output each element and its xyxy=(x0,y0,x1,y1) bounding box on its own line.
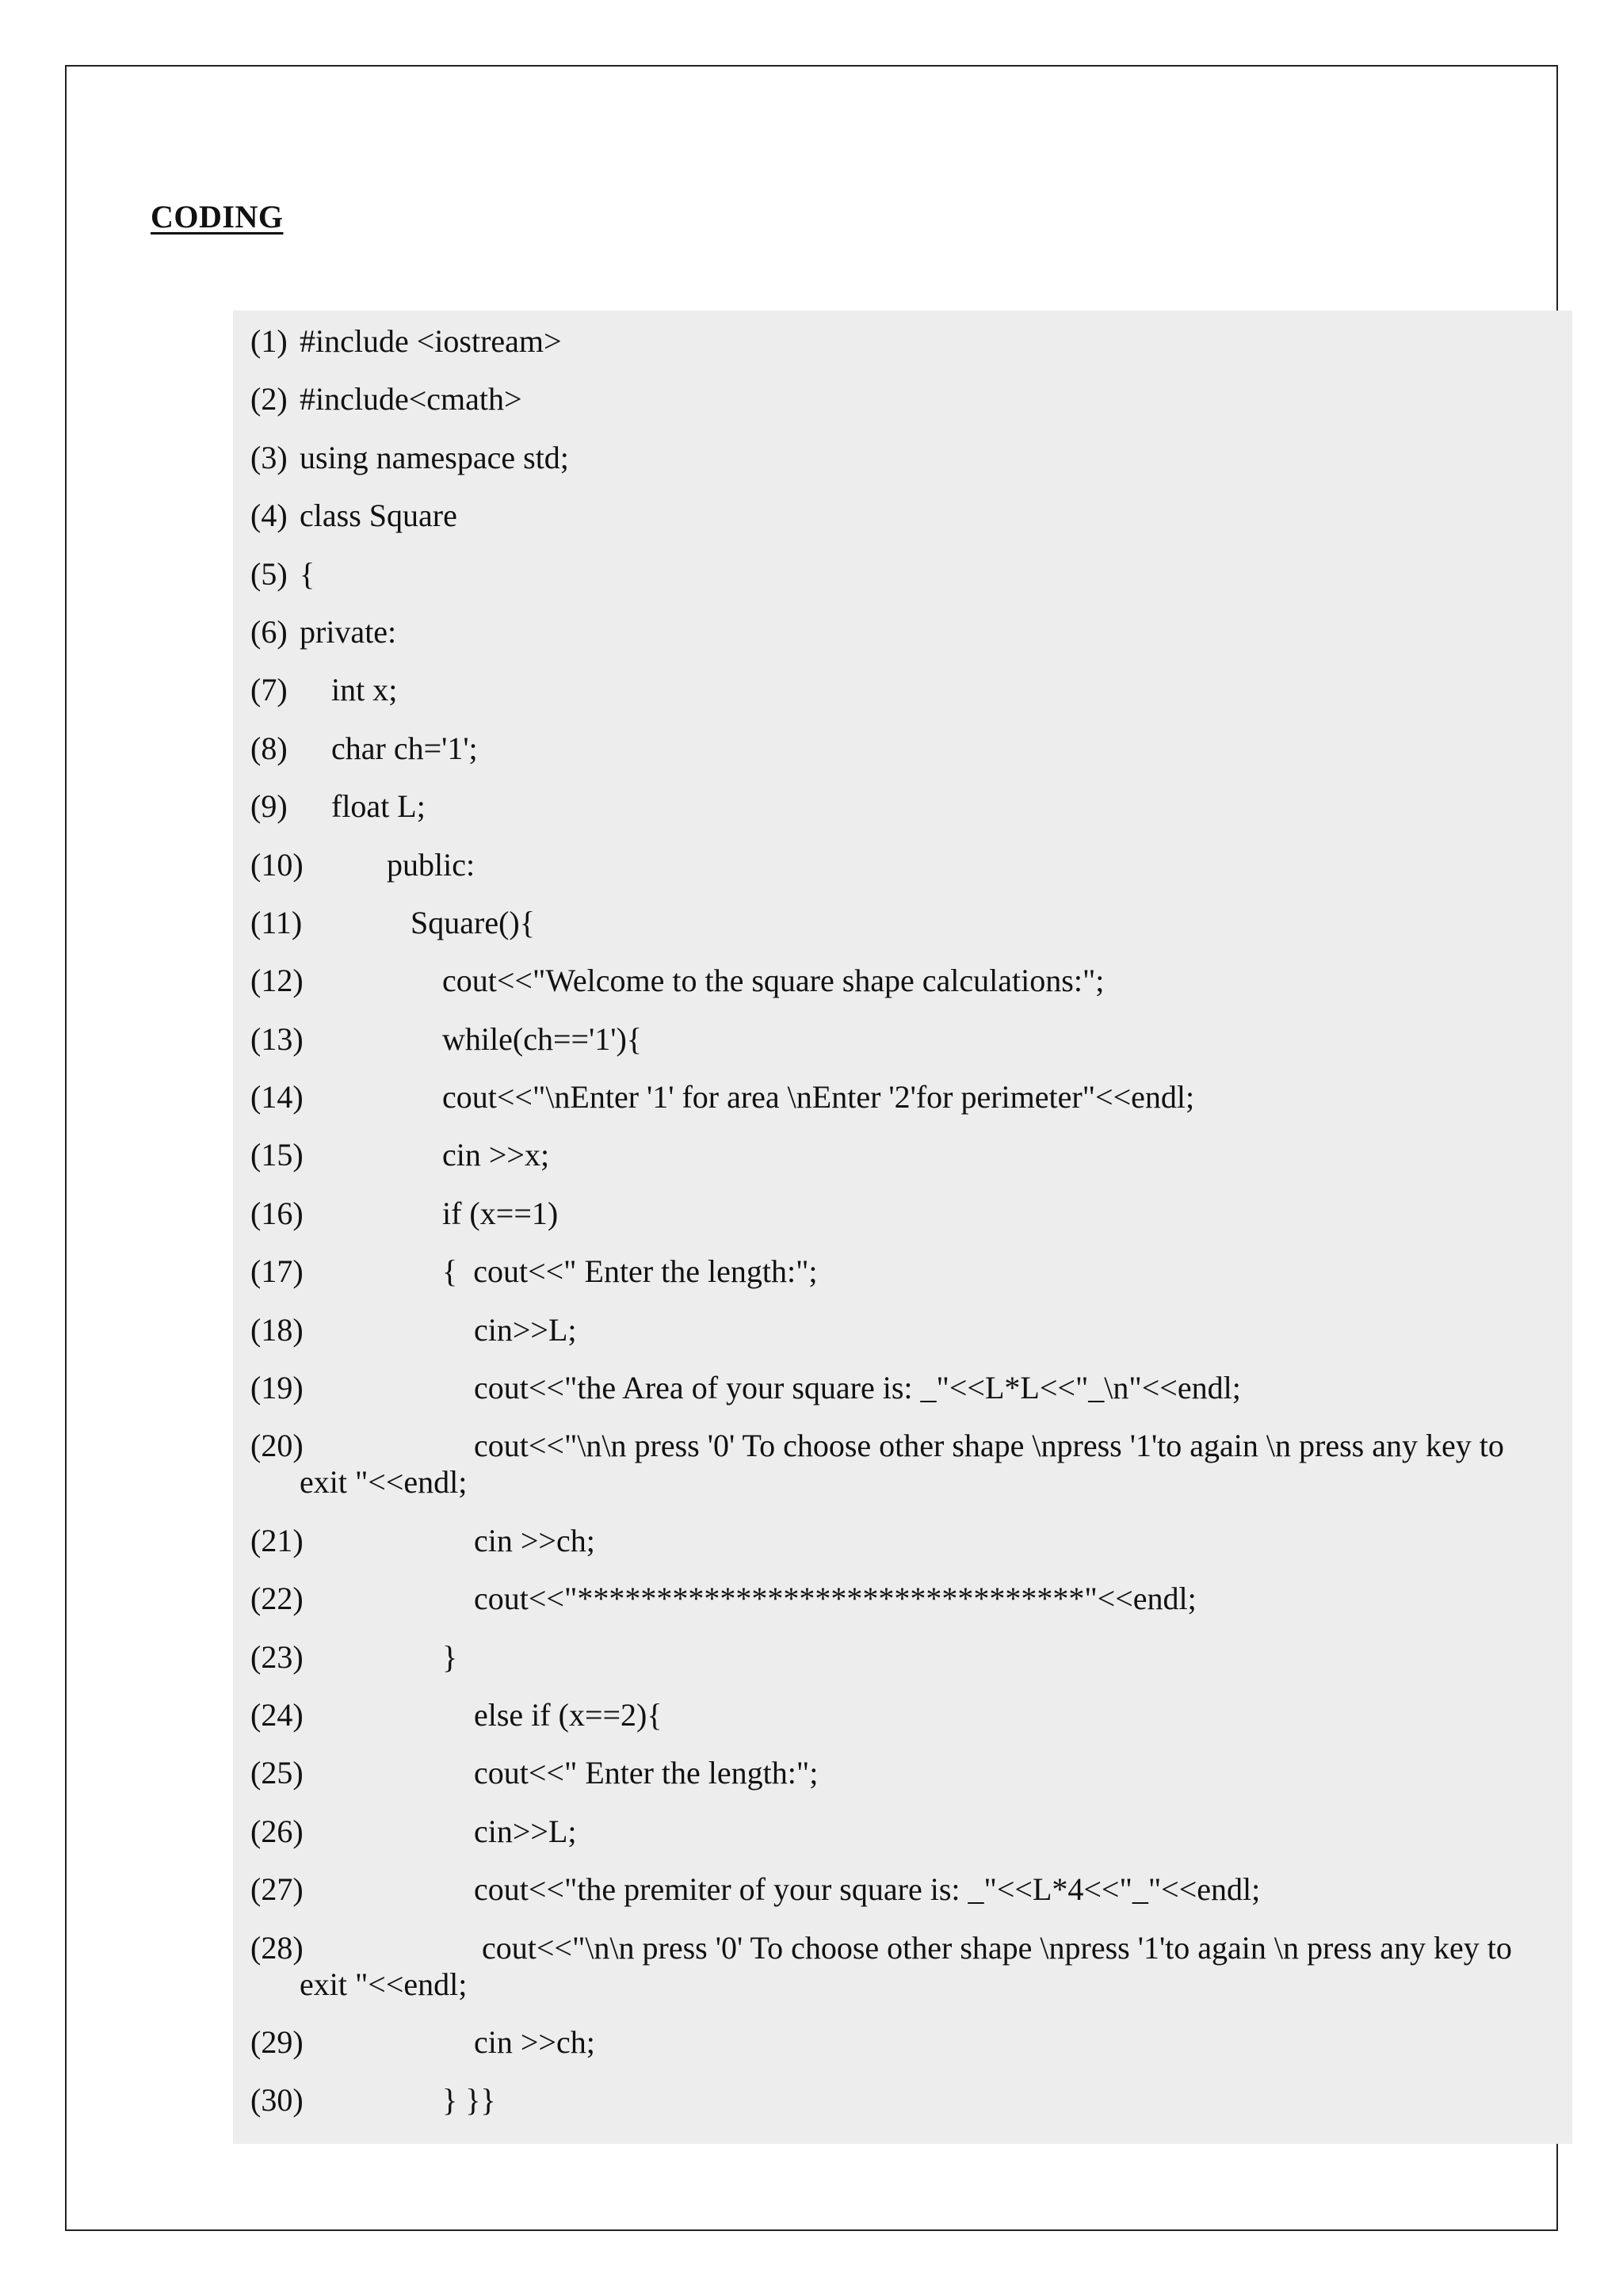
line-number: (23) xyxy=(250,1638,304,1675)
code-line xyxy=(233,2024,1572,2061)
code-text: cin>>L; xyxy=(300,1813,577,1849)
code-text: cin >>x; xyxy=(300,1137,550,1173)
code-text: cout<<"********************************"<<endl; xyxy=(300,1581,1197,1617)
code-text: cin >>ch; xyxy=(300,2023,595,2060)
code-text: } }} xyxy=(300,2082,496,2119)
code-text: cout<<"\nEnter '1' for area \nEnter '2'for perimeter"<<endl; xyxy=(300,1079,1195,1116)
line-number: (30) xyxy=(250,2082,304,2119)
line-number: (14) xyxy=(250,1079,304,1116)
line-number: (20) xyxy=(250,1428,304,1464)
code-text: cin >>ch; xyxy=(300,1522,595,1558)
code-listing xyxy=(233,311,1572,2144)
code-line xyxy=(233,1930,1572,2003)
code-line xyxy=(233,1814,1572,1850)
code-text: cout<<" Enter the length:"; xyxy=(300,1755,819,1791)
code-text: float L; xyxy=(300,788,426,825)
code-text: } xyxy=(300,1638,458,1675)
line-number: (17) xyxy=(250,1253,304,1290)
line-number: (1) xyxy=(250,323,288,359)
code-line xyxy=(233,1428,1572,1501)
code-text: cout<<"\n\n press '0' To choose other shape \npress '1'to again \n press any key to exit "<<endl; xyxy=(300,1929,1520,2002)
code-text: if (x==1) xyxy=(300,1195,559,1231)
code-text: class Square xyxy=(300,498,457,534)
line-number: (24) xyxy=(250,1696,304,1733)
code-text: #include<cmath> xyxy=(300,381,522,418)
code-text: int x; xyxy=(300,672,398,708)
code-line xyxy=(233,556,1572,593)
code-line xyxy=(233,1021,1572,1058)
code-line xyxy=(233,614,1572,650)
line-number: (9) xyxy=(250,788,288,825)
line-number: (22) xyxy=(250,1581,304,1617)
line-number: (6) xyxy=(250,613,288,650)
code-line xyxy=(233,1639,1572,1676)
code-line xyxy=(233,440,1572,476)
code-text: while(ch=='1'){ xyxy=(300,1020,642,1057)
code-text: cout<<"\n\n press '0' To choose other shape \npress '1'to again \n press any key to exit "<<endl; xyxy=(300,1428,1512,1501)
line-number: (11) xyxy=(250,904,303,940)
line-number: (2) xyxy=(250,381,288,418)
line-number: (8) xyxy=(250,730,288,766)
code-line xyxy=(233,323,1572,360)
code-text: cout<<"the premiter of your square is: _"<<L*4<<"_"<<endl; xyxy=(300,1871,1261,1908)
line-number: (21) xyxy=(250,1522,304,1558)
line-number: (16) xyxy=(250,1195,304,1231)
code-line xyxy=(233,847,1572,883)
line-number: (26) xyxy=(250,1813,304,1849)
line-number: (7) xyxy=(250,672,288,708)
line-number: (18) xyxy=(250,1311,304,1348)
code-line xyxy=(233,1581,1572,1617)
code-line xyxy=(233,1523,1572,1559)
line-number: (10) xyxy=(250,846,304,883)
code-line xyxy=(233,1253,1572,1290)
code-text: Square(){ xyxy=(300,904,535,940)
code-line xyxy=(233,1079,1572,1116)
code-line xyxy=(233,672,1572,708)
code-text: { xyxy=(300,555,315,592)
line-number: (25) xyxy=(250,1755,304,1791)
line-number: (28) xyxy=(250,1929,304,1966)
code-line xyxy=(233,1755,1572,1791)
code-line xyxy=(233,498,1572,534)
code-text: public: xyxy=(300,846,475,883)
code-text: else if (x==2){ xyxy=(300,1696,663,1733)
line-number: (19) xyxy=(250,1370,304,1406)
code-text: { cout<<" Enter the length:"; xyxy=(300,1253,818,1290)
line-number: (13) xyxy=(250,1020,304,1057)
line-number: (4) xyxy=(250,498,288,534)
line-number: (5) xyxy=(250,555,288,592)
code-line xyxy=(233,963,1572,999)
code-line xyxy=(233,788,1572,825)
code-line xyxy=(233,1137,1572,1173)
code-line xyxy=(233,1196,1572,1232)
code-line xyxy=(233,730,1572,767)
line-number: (12) xyxy=(250,963,304,999)
code-line xyxy=(233,905,1572,941)
line-number: (29) xyxy=(250,2023,304,2060)
line-number: (27) xyxy=(250,1871,304,1908)
code-text: cout<<"the Area of your square is: _"<<L*L<<"_\n"<<endl; xyxy=(300,1370,1241,1406)
code-line xyxy=(233,1697,1572,1733)
line-number: (15) xyxy=(250,1137,304,1173)
code-text: char ch='1'; xyxy=(300,730,478,766)
code-line xyxy=(233,1370,1572,1406)
line-number: (3) xyxy=(250,439,288,475)
code-line xyxy=(233,1312,1572,1348)
code-line xyxy=(233,381,1572,418)
code-text: using namespace std; xyxy=(300,439,569,475)
page-heading: CODING xyxy=(151,199,284,235)
code-text: private: xyxy=(300,613,397,650)
code-text: cin>>L; xyxy=(300,1311,577,1348)
code-text: #include <iostream> xyxy=(300,323,562,359)
code-line xyxy=(233,2082,1572,2119)
code-text: cout<<"Welcome to the square shape calculations:"; xyxy=(300,963,1105,999)
code-line xyxy=(233,1871,1572,1908)
